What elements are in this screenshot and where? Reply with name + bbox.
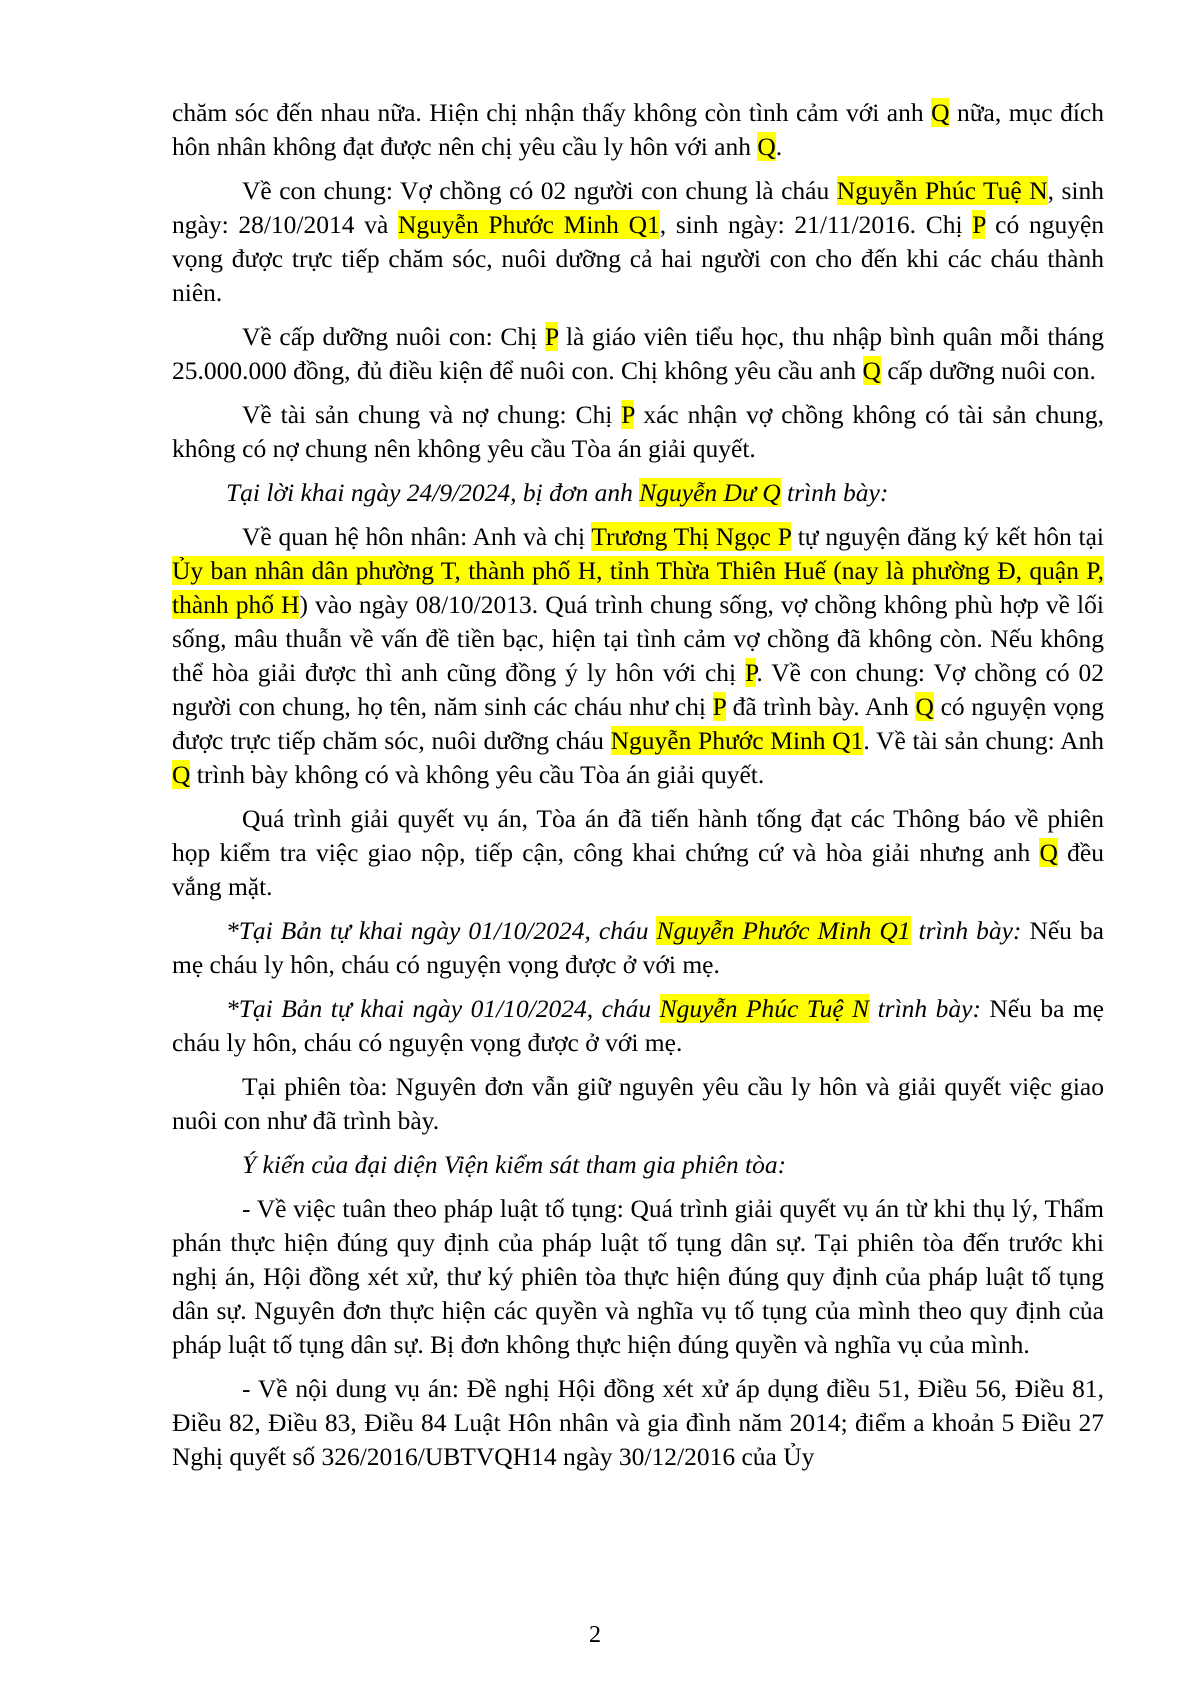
highlighted-name: Q <box>862 356 881 385</box>
text: , sinh ngày: 28/10/2014 và <box>172 176 1104 239</box>
text: , sinh ngày: 21/11/2016. Chị <box>659 210 973 239</box>
text: trình bày: <box>910 916 1022 945</box>
text: có nguyện vọng được trực tiếp chăm sóc, nuôi dưỡng cháu <box>172 692 1105 755</box>
highlighted-name: P <box>544 322 559 351</box>
highlighted-name: Trương Thị Ngọc P <box>591 522 791 551</box>
text: Về quan hệ hôn nhân: Anh và chị <box>242 522 592 551</box>
highlighted-name: Q <box>757 132 776 161</box>
text: Về con chung: Vợ chồng có 02 người con chung là cháu <box>242 176 837 205</box>
highlighted-name: Nguyễn Phước Minh Q1 <box>610 726 864 755</box>
text: Quá trình giải quyết vụ án, Tòa án đã tiến hành tống đạt các Thông báo về phiên họp kiểm tra việc giao nộp, tiếp cận, công khai chứng cứ và hòa giải nhưng anh <box>172 804 1104 867</box>
text: trình bày: <box>869 994 981 1023</box>
highlighted-address: Ủy ban nhân dân phường T, thành phố H, tỉnh Thừa Thiên Huế (nay là phường Đ, quận P, thành phố H <box>172 556 1104 619</box>
paragraph-defendant-statement <box>172 520 1104 792</box>
paragraph-assets <box>172 398 1104 466</box>
text: trình bày không có và không yêu cầu Tòa án giải quyết. <box>190 760 765 789</box>
paragraph-proceedings <box>172 802 1104 904</box>
highlighted-name: Nguyễn Phước Minh Q1 <box>656 916 911 945</box>
text: Nếu ba mẹ cháu ly hôn, cháu có nguyện vọng được ở với mẹ. <box>172 994 1105 1057</box>
paragraph-1 <box>172 96 1104 164</box>
paragraph-trial: Tại phiên tòa: Nguyên đơn vẫn giữ nguyên yêu cầu ly hôn và giải quyết việc giao nuôi con như đã trình bày. <box>172 1072 1104 1135</box>
text: *Tại Bản tự khai ngày 01/10/2024, cháu <box>226 994 660 1023</box>
highlighted-name: Q <box>931 98 950 127</box>
text: nữa, mục đích hôn nhân không đạt được nên chị yêu cầu ly hôn với anh <box>172 98 1104 161</box>
paragraph-defendant-heading <box>172 476 1104 510</box>
text: trình bày: <box>780 478 889 507</box>
text: cấp dưỡng nuôi con. <box>880 356 1096 385</box>
text: xác nhận vợ chồng không có tài sản chung, không có nợ chung nên không yêu cầu Tòa án giải quyết. <box>172 400 1104 463</box>
text: có nguyện vọng được trực tiếp chăm sóc, nuôi dưỡng cả hai người con cho đến khi các cháu thành niên. <box>172 210 1105 307</box>
text: Về cấp dưỡng nuôi con: Chị <box>242 322 545 351</box>
highlighted-name: P <box>712 692 726 721</box>
text: ) vào ngày 08/10/2013. Quá trình chung sống, vợ chồng không phù hợp về lối sống, mâu thuẫn về vấn đề tiền bạc, hiện tại tình cảm vợ chồng đã không còn. Nếu không thể hòa giải được thì anh cũng đồng ý ly hôn với chị <box>172 590 1104 687</box>
highlighted-name: Nguyễn Dư Q <box>639 478 781 507</box>
highlighted-name: P <box>972 210 986 239</box>
text: chăm sóc đến nhau nữa. Hiện chị nhận thấy không còn tình cảm với anh <box>172 98 932 127</box>
paragraph-child-statement-1 <box>172 914 1104 982</box>
page-number: 2 <box>589 1622 601 1648</box>
text: . <box>775 132 783 161</box>
highlighted-name: Nguyễn Phước Minh Q1 <box>397 210 660 239</box>
highlighted-name: Q <box>172 760 191 789</box>
paragraph-case-content: - Về nội dung vụ án: Đề nghị Hội đồng xét xử áp dụng điều 51, Điều 56, Điều 81, Điều 82, Điều 83, Điều 84 Luật Hôn nhân và gia đình năm 2014; điểm a khoản 5 Điều 27 Nghị quyết số 326/2016/UBTVQH14 ngày 30/12/2016 của Ủy <box>172 1374 1104 1471</box>
document-body <box>172 96 1104 1484</box>
highlighted-name: P <box>745 658 757 687</box>
highlighted-name: Q <box>1039 838 1058 867</box>
paragraph-procedure-compliance: - Về việc tuân theo pháp luật tố tụng: Quá trình giải quyết vụ án từ khi thụ lý, Thẩm phán thực hiện đúng quy định của pháp luật tố tụng dân sự. Tại phiên tòa đến trước khi nghị án, Hội đồng xét xử, thư ký phiên tòa thực hiện đúng quy định của pháp luật tố tụng dân sự. Nguyên đơn thực hiện các quyền và nghĩa vụ tố tụng của mình theo quy định của pháp luật tố tụng dân sự. Bị đơn không thực hiện đúng quyền và nghĩa vụ của mình. <box>172 1194 1104 1359</box>
paragraph-procuracy-heading: Ý kiến của đại diện Viện kiểm sát tham gia phiên tòa: <box>242 1150 787 1179</box>
text: Tại lời khai ngày 24/9/2024, bị đơn anh <box>226 478 640 507</box>
text: Về tài sản chung và nợ chung: Chị <box>242 400 622 429</box>
text: đã trình bày. Anh <box>725 692 916 721</box>
text: . Về tài sản chung: Anh <box>863 726 1104 755</box>
paragraph-child-statement-2 <box>172 992 1104 1060</box>
highlighted-name: Q <box>915 692 934 721</box>
text: tự nguyện đăng ký kết hôn tại <box>790 522 1104 551</box>
paragraph-child-support <box>172 320 1104 388</box>
highlighted-name: Nguyễn Phúc Tuệ N <box>659 994 870 1023</box>
text: Nếu ba mẹ cháu ly hôn, cháu có nguyện vọng được ở với mẹ. <box>172 916 1104 979</box>
paragraph-children <box>172 174 1104 310</box>
text: đều vắng mặt. <box>172 838 1104 901</box>
highlighted-name: Nguyễn Phúc Tuệ N <box>836 176 1048 205</box>
highlighted-name: P <box>621 400 635 429</box>
text: . Về con chung: Vợ chồng có 02 người con chung, họ tên, năm sinh các cháu như chị <box>172 658 1104 721</box>
text: là giáo viên tiểu học, thu nhập bình quân mỗi tháng 25.000.000 đồng, đủ điều kiện để nuôi con. Chị không yêu cầu anh <box>172 322 1104 385</box>
text: *Tại Bản tự khai ngày 01/10/2024, cháu <box>226 916 657 945</box>
